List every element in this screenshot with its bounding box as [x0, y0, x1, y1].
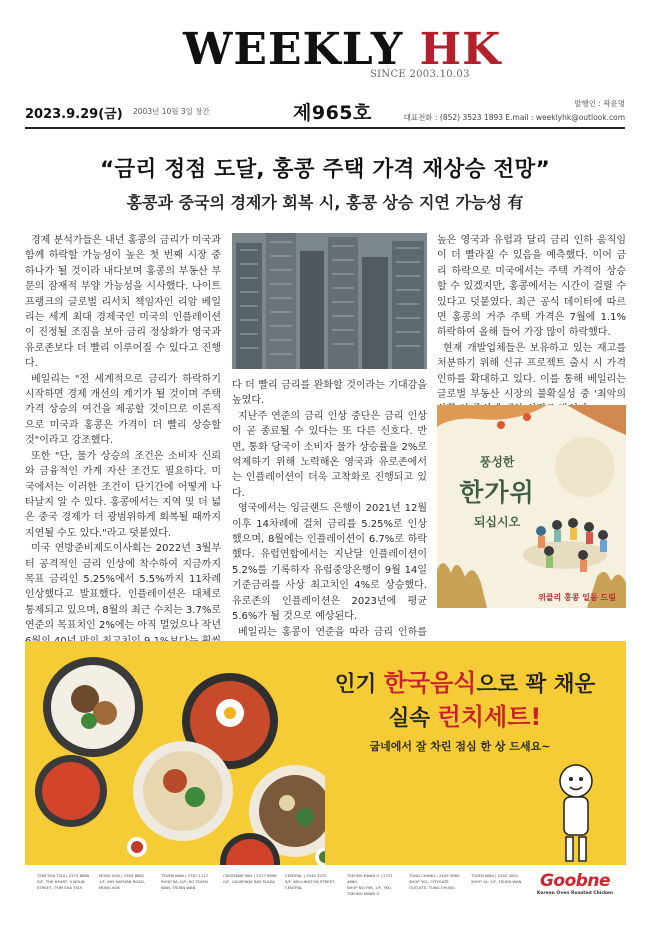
city-buildings-photo — [232, 233, 427, 369]
branch-name: TUNG CHUNG | 2409 3080 — [409, 873, 460, 878]
branch-name: TSIM SHA TSUI | 2375 8888 — [37, 873, 90, 878]
ad-headline-part: 으로 꽉 채운 — [476, 672, 596, 697]
ad-headline — [320, 667, 610, 735]
branch-item — [223, 873, 279, 885]
ad-subtitle: 굽네에서 잘 차린 점심 한 상 드세요~ — [369, 740, 551, 753]
branch-address: SHOP 9A, G/F, 80 TSUEN WAN, TSUEN WAN — [161, 879, 208, 890]
ad-headline-line-2 — [320, 701, 610, 735]
masthead-title — [183, 24, 501, 75]
mascot-illustration — [550, 759, 604, 869]
article-column-1 — [25, 233, 221, 680]
founded-date: 2003년 10월 3일 창간 — [133, 107, 210, 116]
masthead-since: SINCE 2003.10.03 — [370, 69, 470, 80]
article-column-2 — [232, 378, 427, 655]
branch-address: G/F, THE HEART, 9 NOUN STREET, TSIM SHA TSUI — [37, 879, 85, 890]
branch-item — [99, 873, 155, 891]
branch-name: CENTRAL | 2545 3225 — [285, 873, 327, 878]
ad-branch-list — [25, 865, 626, 912]
masthead — [0, 0, 650, 95]
ad-headline-accent: 한국음식 — [383, 669, 477, 697]
article-paragraph: 베일리는 "전 세계적으로 금리가 하락하기 시작하면 경제 개선의 계기가 될 것이며 주택 가격 상승의 여건을 제공할 것이므로 이론적으로 미국과 홍콩은 가격이 더 빨리 상승할 것"이라고 강조했다. — [25, 373, 221, 447]
card-greeting-line-1: 풍성한 — [479, 455, 515, 469]
article-paragraph: 베일리는 홍콩이 연준을 따라 금리 인하를 — [238, 626, 427, 638]
branch-address: 9/F, WELLINGTON STREET, CENTRAL — [285, 879, 336, 890]
branch-item — [161, 873, 217, 891]
branch-item — [347, 873, 403, 897]
article-paragraph: 지난주 연준의 금리 인상 중단은 금리 인상이 곧 종료될 수 있다는 또 다른 신호다. 반면, 통화 당국이 소비자 물가 상승률을 2%로 억제하기 위해 노력해온 영국과 유로존에서는 인플레이션이 더욱 고착화로 진행되고 있다. — [232, 410, 427, 499]
issue-info-bar — [25, 98, 625, 124]
issue-date: 2023.9.29(금) — [25, 107, 123, 122]
article-subheadline: 홍콩과 중국의 경제가 회복 시, 홍콩 상승 지연 가능성 有 — [126, 193, 524, 212]
issue-number: 제965호 — [293, 102, 372, 124]
branch-name: CAUSEWAY BAY | 2577 8996 — [223, 873, 277, 878]
article-paragraph: 현재 개발업체들은 보유하고 있는 재고를 처분하기 위해 신규 프로젝트 출시 시 가격 인하를 확대하고 있다. 이를 통해 베일리는 글로벌 부동산 시장의 불확실성 중 '최악의 — [437, 342, 626, 401]
card-signature: 위클리 홍콩 일동 드림 — [538, 593, 616, 602]
ad-headline-accent: 런치세트! — [437, 703, 542, 731]
masthead-title-main: WEEKLY — [183, 24, 404, 75]
article-column-3 — [437, 233, 626, 418]
card-greeting — [437, 453, 557, 530]
article-paragraph: 다 더 빨리 금리를 완화할 것이라는 기대감을 높였다. — [232, 380, 427, 407]
ad-headline-part: 인기 — [334, 672, 384, 697]
ad-headline-line-1 — [320, 667, 610, 701]
branch-address: 1/F, 695 NATHAN ROAD, MONG KOK — [99, 879, 145, 890]
goobne-logo[interactable] — [530, 871, 620, 896]
brand-tagline: Korean Oven Roasted Chicken — [536, 891, 614, 896]
branch-address: SHOP NO.F56, 1/F, TKO, TSEUNG KWAN O — [347, 885, 393, 896]
branch-address: SHOP 1A, 1/F, TSUEN WAN — [471, 879, 522, 884]
goobne-advertisement[interactable] — [25, 641, 626, 912]
publisher-name: 발행인 : 곽윤명 — [574, 99, 625, 108]
header-divider — [25, 127, 625, 129]
card-greeting-line-2: 한가위 — [459, 478, 535, 507]
article-paragraph: 경제 분석가들은 내년 홍콩의 금리가 미국과 함께 하락할 가능성이 높은 첫 번째 시장 중 하나가 될 것이라 내다보며 홍콩의 부동산 부문의 잠재적 부양 가능성을 시사했다. 나이트 프랭크의 글로벌 리서치 책임자인 리암 베일리는 세계 최대 경제국인 미국의 인플레이션이 진정될 조짐을 보아 금리 정상화가 영국과 유로존보다 더 빨리 이루어질 수 있다고 진행다. — [25, 235, 221, 370]
city-buildings-illustration — [232, 233, 427, 369]
branch-name: TSEUNG KWAN O | 2751 4860 — [347, 873, 393, 884]
branch-item — [409, 873, 465, 891]
branch-address: SHOP 301, CITYGATE OUTLETS, TUNG CHUNG — [409, 879, 455, 890]
brand-name: Goobne — [539, 871, 611, 891]
ad-headline-part: 실속 — [388, 706, 438, 731]
article-headline: “금리 정점 도달, 홍콩 주택 가격 재상승 전망” — [100, 157, 550, 182]
branch-address: G/F, CAUSEWAY BAY PLAZA — [223, 879, 275, 884]
article-paragraph: 미국 연방준비제도이사회는 2022년 3월부터 공격적인 금리 인상에 착수하여 지금까지 목표 금리인 5.25%에서 5.5%까지 11차례 인상했다고 발표했다. 인플레이션은 대체로 통제되고 있으며, 8월의 최근 수치는 3.7%로 연준의 목표치인 2%에는 아직 멀었으나 작년 — [25, 543, 221, 632]
food-bowls-illustration — [25, 641, 325, 865]
masthead-title-accent: HK — [419, 24, 502, 75]
branch-name: TSUEN WAN | 2787 1117 — [161, 873, 209, 878]
branch-name: MONG KOK | 2394 8882 — [99, 873, 145, 878]
card-greeting-line-3: 되십시오 — [473, 515, 521, 529]
publisher-contact: 대표전화 : (852) 3523 1893 E.mail : weeklyhk@outlook.com — [403, 113, 625, 122]
branch-item — [37, 873, 93, 891]
publisher-info — [404, 97, 625, 125]
article-paragraph: 높은 영국과 유럽과 달리 금리 인하 움직임이 더 빨라질 수 있음을 예측했다. 이어 금리 하락으로 미국에서는 주택 가격이 상승할 수 있겠지만, 홍콩에서는 시간이 걸릴 수 있다고 덧붙였다. 최근 공식 데이터에 따르면 홍콩의 거주 주택 가격은 7월에 1.1% 하락하여 올해 들어 가장 많이 하락했다. — [437, 235, 626, 339]
branch-name: TSUEN WAN | 2452 4001 — [471, 873, 519, 878]
article-paragraph: 또한 "단, 물가 상승의 조건은 소비자 신뢰와 금융적인 가계 자산 조건도 필요하다. 미국에서는 이러한 조건이 단기간에 어떻게 나타날지 알 수 있다. 홍콩에서는 지역 및 더 넓은 중국 경제가 더 광범위하게 회복될 때까지 지연될 수도 있다."라고 덧붙였다. — [25, 450, 221, 539]
chuseok-greeting-card — [437, 405, 626, 608]
branch-item — [471, 873, 527, 885]
branch-item — [285, 873, 341, 891]
article-paragraph: 영국에서는 잉글랜드 은행이 2021년 12월 이후 14차례에 걸쳐 금리를 5.25%로 인상했으며, 8월에는 인플레이션이 6.7%로 하락했다. 유럽연합에서는 지난달 인플레이션이 5.2%를 기록하자 유럽중앙은행이 9월 14일 기준금리를 사상 최고치인 4%로 상승했다. 유로존의 인플레이션은 2023년에 평균 5.6%가 될 것으로 예상된다. — [232, 503, 427, 623]
